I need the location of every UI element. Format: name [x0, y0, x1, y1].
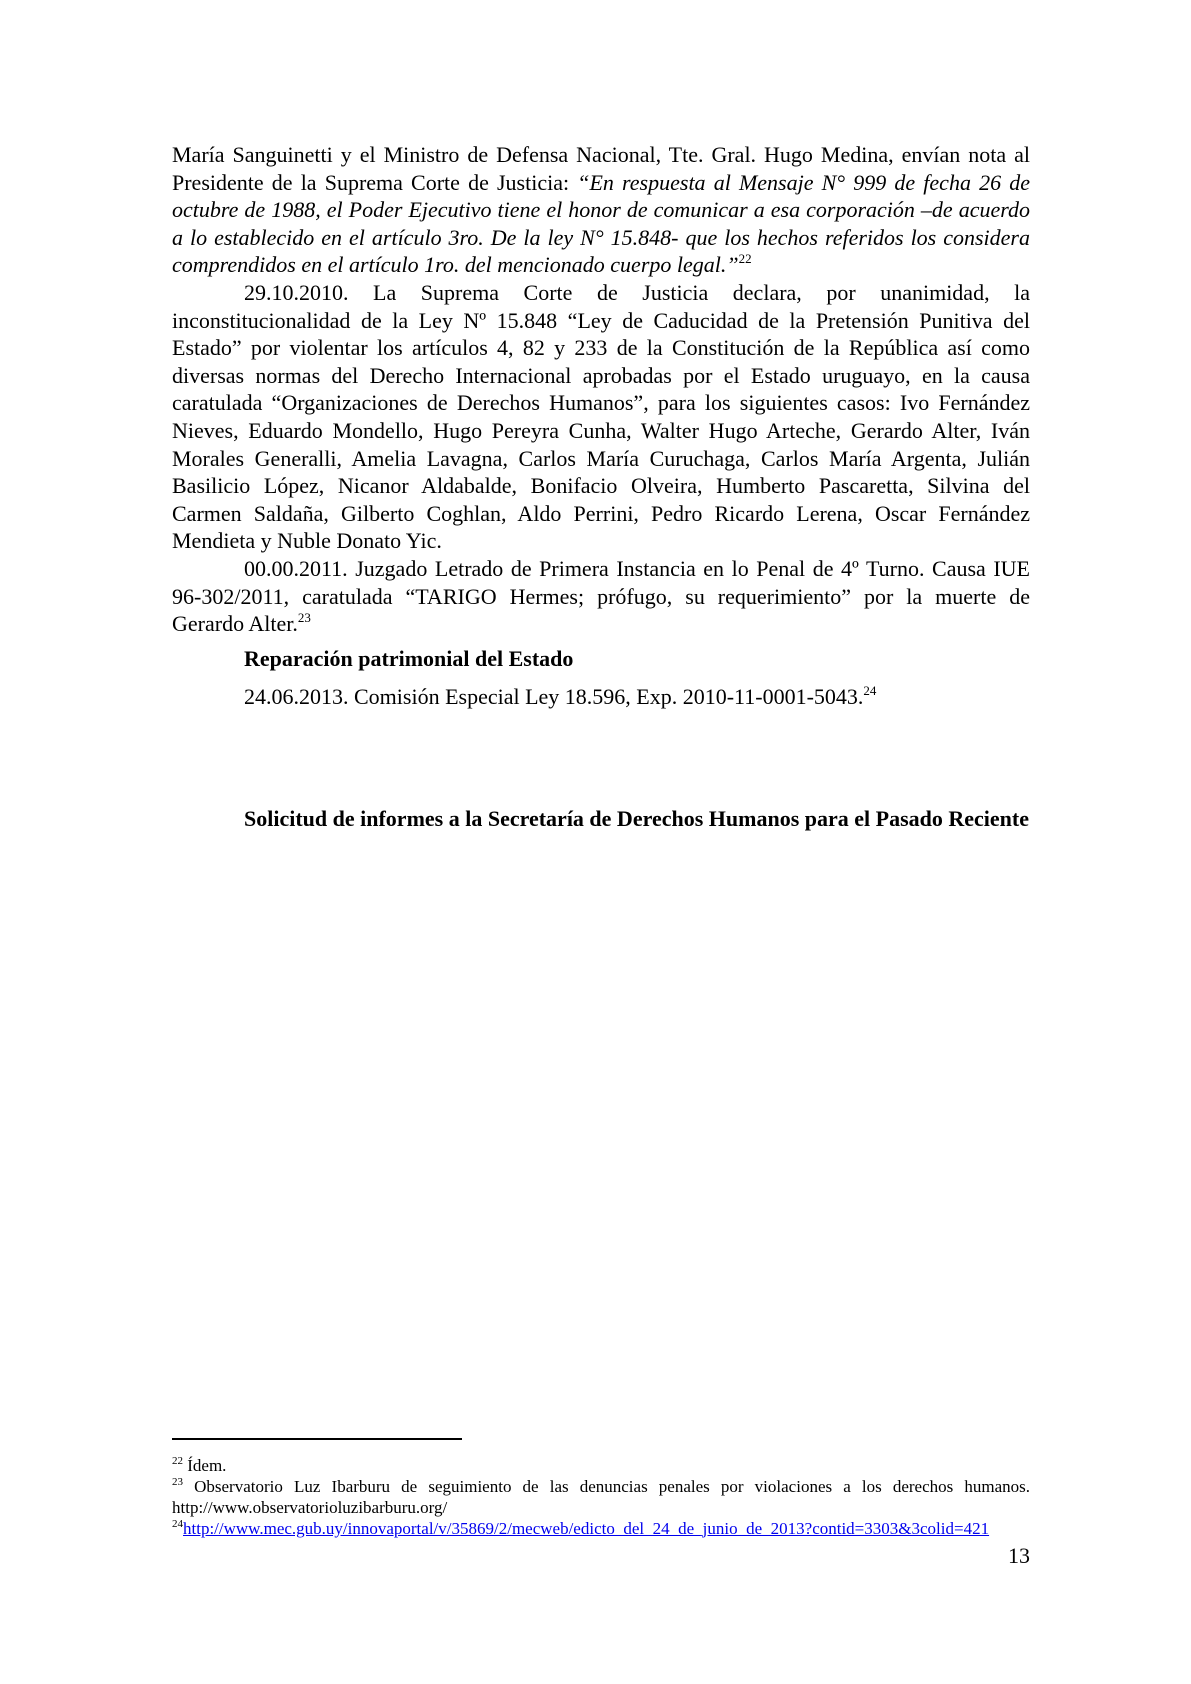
footnotes — [172, 1455, 1030, 1539]
paragraph-text: 00.00.2011. Juzgado Letrado de Primera Instancia en lo Penal de 4º Turno. Causa IUE 96-302/2011, caratulada “TARIGO Hermes; prófugo, su requerimiento” por la muerte de Gerardo Alter. — [172, 555, 1030, 637]
section-line-comision — [244, 684, 876, 710]
paragraph-text: María Sanguinetti y el Ministro de Defensa Nacional, Tte. Gral. Hugo Medina, envían nota al Presidente de la Suprema Corte de Justicia: — [172, 142, 1030, 195]
footnote-separator — [172, 1438, 462, 1440]
section-heading-reparacion: Reparación patrimonial del Estado — [244, 646, 574, 671]
footnote-reference[interactable]: 24 — [863, 683, 877, 698]
footnote-reference[interactable]: 23 — [297, 610, 311, 626]
quoted-text: “En respuesta al Mensaje N° 999 de fecha 26 de octubre de 1988, el Poder Ejecutivo tiene el honor de comunicar a esa corporación –de acuerdo a lo establecido en el artículo 3ro. De la ley N° 15.848- que los hechos referidos los considera comprendidos en el artículo 1ro. del mencionado cuerpo legal.” — [172, 169, 1030, 278]
footnote-text: Ídem. — [183, 1456, 227, 1475]
footnote-number: 22 — [172, 1455, 183, 1467]
paragraph-juzgado — [172, 555, 1030, 638]
footnote-text: Observatorio Luz Ibarburu de seguimiento de las denuncias penales por violaciones a los derechos humanos. http://www.observatorioluzibarburu.org/ — [172, 1477, 1030, 1517]
line-text: 24.06.2013. Comisión Especial Ley 18.596, Exp. 2010-11-0001-5043. — [244, 684, 864, 709]
footnote-22 — [172, 1455, 1030, 1476]
paragraph-supreme-court: 29.10.2010. La Suprema Corte de Justicia declara, por unanimidad, la inconstitucionalidad de la Ley Nº 15.848 “Ley de Caducidad de la Pretensión Punitiva del Estado” por violentar los artículos 4, 82 y 233 de la Constitución de la República así como diversas normas del Derecho Internacional aprobadas por el Estado uruguayo, en la causa caratulada “Organizaciones de Derechos Humanos”, para los siguientes casos: Ivo Fernández Nieves, Eduardo Mondello, Hugo Pereyra Cunha, Walter Hugo Arteche, Gerardo Alter, Iván Morales Generalli, Amelia Lavagna, Carlos María Curuchaga, Carlos María Argenta, Julián Basilicio López, Nicanor Aldabalde, Bonifacio Olveira, Humberto Pascaretta, Silvina del Carmen Saldaña, Gilberto Coghlan, Aldo Perrini, Pedro Ricardo Lerena, Oscar Fernández Mendieta y Nuble Donato Yic. — [172, 279, 1030, 554]
footnote-number: 24 — [172, 1518, 183, 1530]
body-text — [172, 141, 1030, 638]
footnote-reference[interactable]: 22 — [738, 251, 752, 267]
paragraph-note-to-court — [172, 141, 1030, 279]
footnote-23 — [172, 1476, 1030, 1518]
footnote-number: 23 — [172, 1476, 183, 1488]
footnote-link[interactable]: http://www.mec.gub.uy/innovaportal/v/35869/2/mecweb/edicto_del_24_de_junio_de_2013?contid=3303&3colid=421 — [183, 1519, 990, 1538]
section-heading-solicitud: Solicitud de informes a la Secretaría de Derechos Humanos para el Pasado Reciente — [244, 806, 1029, 831]
page-number: 13 — [1008, 1543, 1030, 1568]
footnote-24 — [172, 1518, 1030, 1539]
